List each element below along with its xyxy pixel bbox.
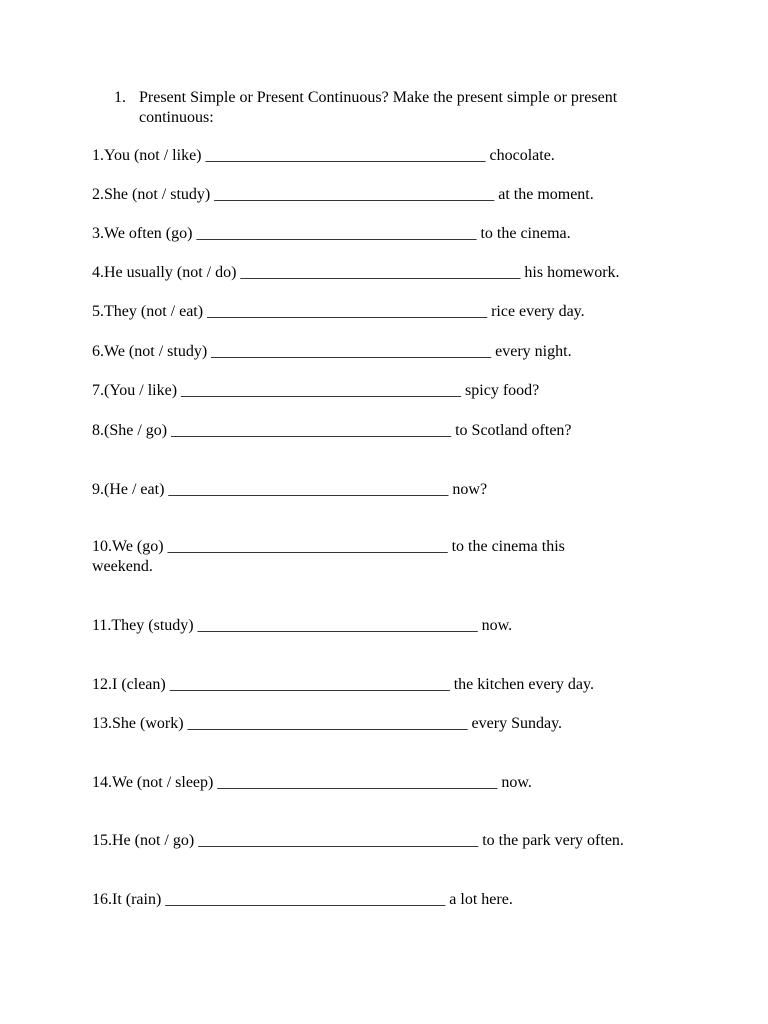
heading-text: Present Simple or Present Continuous? Make the present simple or present continuous: [139, 89, 618, 126]
exercise-item: 4.He usually (not / do) ___________________________________ his homework. [92, 264, 620, 281]
exercise-item: 3.We often (go) ___________________________________ to the cinema. [92, 225, 571, 242]
exercise-item: 16.It (rain) ___________________________________ a lot here. [92, 891, 513, 908]
exercise-item: 15.He (not / go) ___________________________________ to the park very often. [92, 832, 624, 849]
exercise-item: 9.(He / eat) ___________________________________ now? [92, 481, 488, 498]
exercise-item: 7.(You / like) ___________________________________ spicy food? [92, 382, 540, 399]
exercise-item: 1.You (not / like) ___________________________________ chocolate. [92, 147, 555, 164]
exercise-item: 12.I (clean) ___________________________________ the kitchen every day. [92, 676, 594, 693]
exercise-item: 8.(She / go) ___________________________________ to Scotland often? [92, 422, 572, 439]
exercise-item: 14.We (not / sleep) ___________________________________ now. [92, 774, 532, 791]
exercise-item: 2.She (not / study) ___________________________________ at the moment. [92, 186, 594, 203]
exercise-item: 13.She (work) ___________________________________ every Sunday. [92, 715, 563, 732]
exercise-item: 10.We (go) ___________________________________ to the cinema this weekend. [92, 538, 565, 575]
exercise-item: 6.We (not / study) ___________________________________ every night. [92, 343, 572, 360]
exercise-item: 5.They (not / eat) ___________________________________ rice every day. [92, 303, 585, 320]
exercise-item: 11.They (study) ___________________________________ now. [92, 617, 513, 634]
heading-number: 1. [114, 89, 126, 106]
